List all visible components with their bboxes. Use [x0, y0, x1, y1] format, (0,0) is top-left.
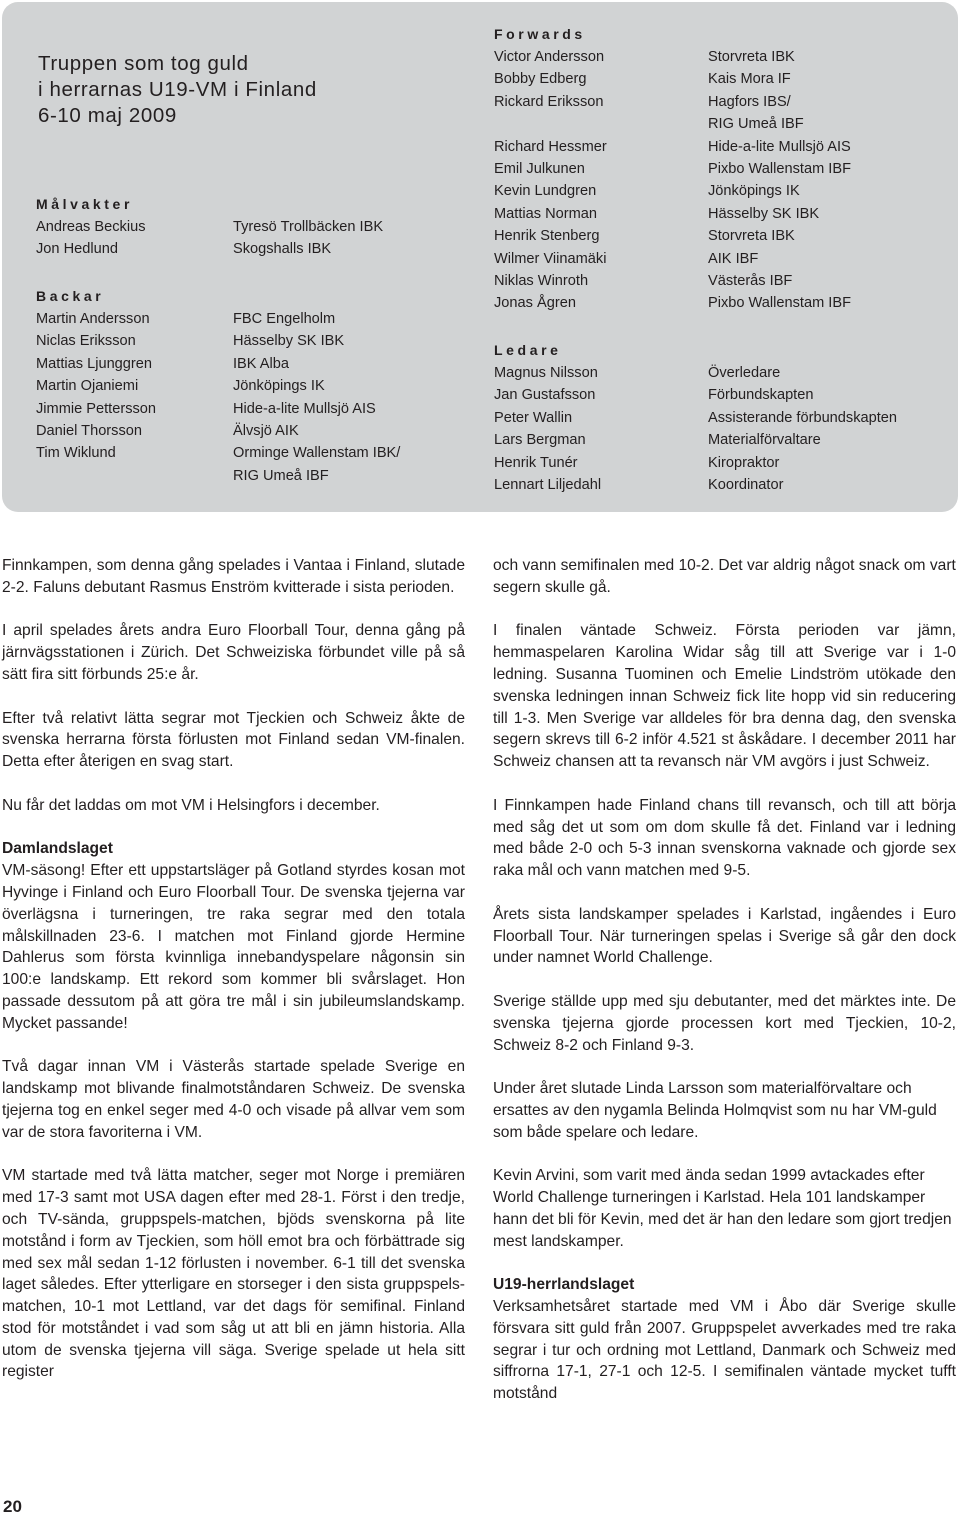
club-name: IBK Alba	[233, 355, 289, 372]
club-name: Hide-a-lite Mullsjö AIS	[233, 400, 376, 417]
player-name: Henrik Stenberg	[494, 228, 600, 245]
leader-role: Överledare	[708, 365, 781, 381]
section-heading-damlandslaget: Damlandslaget	[2, 840, 113, 858]
goalkeepers-clubs	[233, 216, 383, 261]
player-name	[494, 113, 607, 135]
forwards-heading: Forwards	[494, 26, 586, 42]
leaders-roles	[708, 362, 897, 496]
club-name: AIK IBF	[708, 250, 759, 267]
left-column	[2, 555, 465, 1405]
goalkeepers-heading: Målvakter	[36, 196, 133, 212]
club-name: Tyresö Trollbäcken IBK	[233, 219, 384, 235]
leader-role: Kiropraktor	[708, 454, 780, 471]
club-name: FBC Engelholm	[233, 311, 336, 327]
paragraph: VM-säsong! Efter ett uppstartsläger på Gotland styrdes kosan mot Hyvinge i Finland och Euro Floorball Tour. De svenska tjejerna var överlägsna i turneringen, tre raka segrar med den totala målskillnaden 23-6. I matchen mot Finland gjorde Hermine Dahlerus som första kvinnliga innebandyspelare någonsin sin 100:e landskamp. Ett rekord som kommer bli svårslaget. Hon passade dessutom på att göra tre mål i sin jubileumslandskamp. Mycket passande!	[2, 862, 465, 1032]
club-name: Kais Mora IF	[708, 71, 791, 88]
club-name: Jönköpings IK	[233, 378, 325, 395]
leader-name: Magnus Nilsson	[494, 365, 598, 381]
paragraph: Sverige ställde upp med sju debutanter, med det märktes inte. De svenska tjejerna gjorde processen kort med Tjeckien, 10-2, Schweiz 8-2 och Finland 9-3.	[493, 992, 956, 1054]
leader-name: Peter Wallin	[494, 409, 573, 426]
squad-box	[2, 2, 958, 512]
player-name: Niklas Winroth	[494, 273, 589, 290]
paragraph: I Finnkampen hade Finland chans till revansch, och till att börja med såg det ut som om dom skulle få det. Finland var i ledning med både 2-0 och 5-3 innan svenskorna vaknade och gjorde sex raka mål och vann matchen med 9-5.	[493, 796, 956, 880]
player-name: Mattias Ljunggren	[36, 355, 153, 372]
leader-role: Assisterande förbundskapten	[708, 409, 898, 426]
paragraph: Årets sista landskamper spelades i Karlstad, ingåendes i Euro Floorball Tour. När turneringen spelas i Sverige så går den dock under namnet World Challenge.	[493, 905, 956, 967]
paragraph: I april spelades årets andra Euro Floorball Tour, denna gång på järnvägsstationen i Zürich. Det Schweiziska förbundet ville på så sätt fira sitt förbunds 25:e år.	[2, 622, 465, 683]
player-name: Niclas Eriksson	[36, 333, 136, 350]
paragraph: Under året slutade Linda Larsson som materialförvaltare och ersattes av den nygamla Belinda Holmqvist som nu har VM-guld som både spelare och ledare.	[493, 1080, 937, 1141]
player-name: Martin Andersson	[36, 311, 150, 327]
player-name: Wilmer Viinamäki	[494, 250, 607, 267]
leader-name: Lennart Liljedahl	[494, 477, 602, 494]
section-heading-u19: U19-herrlandslaget	[493, 1276, 635, 1294]
club-name: Jönköpings IK	[708, 183, 800, 200]
paragraph: Kevin Arvini, som varit med ända sedan 1999 avtackades efter World Challenge turneringen i Karlstad. Hela 101 landskamper hann det bli för Kevin, med det är han den ledare som gjort tredjen mest landskamper.	[493, 1167, 952, 1250]
club-name: Pixbo Wallenstam IBF	[708, 161, 852, 178]
right-column	[493, 555, 956, 1427]
paragraph: Verksamhetsåret startade med VM i Åbo där Sverige skulle försvara sitt guld från 2007. Gruppspelet avverkades med tre raka segrar i tur och ordning mot Lettland, Danmark och Schweiz med siffrorna 17-1, 27-1 och 12-5. I semifinalen väntade mycket tufft motstånd	[493, 1298, 956, 1403]
paragraph: och vann semifinalen med 10-2. Det var aldrig något snack om vart segern skulle gå.	[493, 557, 956, 596]
club-name: Västerås IBF	[708, 273, 793, 290]
goalkeepers-names	[36, 216, 146, 261]
club-name: RIG Umeå IBF	[233, 467, 329, 484]
player-name: Bobby Edberg	[494, 71, 587, 88]
player-name: Andreas Beckius	[36, 219, 146, 235]
forwards-clubs	[708, 46, 851, 315]
player-name: Tim Wiklund	[36, 445, 116, 462]
player-name: Rickard Eriksson	[494, 93, 604, 110]
club-name: Storvreta IBK	[708, 228, 795, 245]
club-name: Hagfors IBS/	[708, 93, 791, 110]
page-number: 20	[3, 1497, 22, 1516]
leaders-names	[494, 362, 601, 496]
paragraph: VM startade med två lätta matcher, seger mot Norge i premiären med 17-3 samt mot USA dagen efter med 28-1. Först i den tredje, och TV-sända, gruppspels-matchen, bjöds svenskorna på lite motstånd i form av Tjeckien, som höll emot bra och förbättrade sig med sex mål sedan 1-12 förlusten i november. 6-1 till det svenska laget således. Efter ytterligare en storseger i den sista gruppspels-matchen, 10-1 mot Lettland, var det dags för semifinal. Finland stod för motståndet i vad som såg ut att bli en jämn historia. Alla utom de svenska tjejerna vill säga. Sverige spelade ut hela sitt register	[2, 1167, 465, 1381]
defenders-clubs	[233, 308, 400, 487]
club-name: Älvsjö AIK	[233, 423, 299, 440]
player-name: Jimmie Pettersson	[36, 400, 157, 417]
club-name: Storvreta IBK	[708, 49, 795, 65]
leader-role: Koordinator	[708, 477, 784, 494]
paragraph: I finalen väntade Schweiz. Första perioden var jämn, hemmaspelaren Karolina Widar såg till att Sverige var i 1-0 ledning. Susanna Tuominen och Emelie Lindström utökade den svenska ledningen innan Schweiz fick lite hopp vid sin reducering till 1-3. Men Sverige var alldeles för bra denna dag, den svenska segern skrevs till 6-2 inför 4.521 st åskådare. I december 2011 har Schweiz chansen att ta revansch när VM avgörs i just Schweiz.	[493, 622, 956, 771]
paragraph: Nu får det laddas om mot VM i Helsingfors i december.	[2, 796, 380, 814]
paragraph: Efter två relativt lätta segrar mot Tjeckien och Schweiz åkte de svenska herrarna första förlusten mot Finland sedan VM-finalen. Detta efter återigen en svag start.	[2, 709, 465, 771]
squad-title: Truppen som tog guld i herrarnas U19-VM i Finland 6-10 maj 2009	[38, 52, 317, 127]
forwards-names	[494, 46, 607, 315]
player-name: Emil Julkunen	[494, 161, 585, 178]
leader-name: Henrik Tunér	[494, 454, 578, 471]
club-name: Pixbo Wallenstam IBF	[708, 295, 852, 312]
leader-role: Förbundskapten	[708, 387, 814, 404]
paragraph: Finnkampen, som denna gång spelades i Vantaa i Finland, slutade 2-2. Faluns debutant Rasmus Enström kvitterade i sista perioden.	[2, 557, 465, 596]
leaders-heading: Ledare	[494, 342, 562, 358]
defenders-heading: Backar	[36, 288, 105, 304]
club-name: Hässelby SK IBK	[233, 333, 345, 350]
club-name: Skogshalls IBK	[233, 241, 332, 258]
club-name: Orminge Wallenstam IBK/	[233, 445, 401, 462]
player-name: Kevin Lundgren	[494, 183, 597, 200]
club-name: Hide-a-lite Mullsjö AIS	[708, 138, 851, 155]
player-name: Mattias Norman	[494, 205, 597, 222]
player-name: Victor Andersson	[494, 49, 605, 65]
leader-name: Lars Bergman	[494, 432, 586, 449]
leader-name: Jan Gustafsson	[494, 387, 596, 404]
player-name: Richard Hessmer	[494, 138, 607, 155]
paragraph: Två dagar innan VM i Västerås startade spelade Sverige en landskamp mot blivande finalmotståndaren Schweiz. De svenska tjejerna tog en enkel seger med 4-0 och visade på allvar vem som var de stora favoriterna i VM.	[2, 1058, 465, 1141]
club-name: Hässelby SK IBK	[708, 205, 820, 222]
leader-role: Materialförvaltare	[708, 432, 821, 449]
player-name: Jon Hedlund	[36, 241, 118, 258]
player-name: Martin Ojaniemi	[36, 378, 139, 395]
defenders-names	[36, 308, 156, 465]
player-name: Jonas Ågren	[494, 295, 576, 312]
club-name: RIG Umeå IBF	[708, 116, 804, 133]
player-name: Daniel Thorsson	[36, 423, 142, 440]
